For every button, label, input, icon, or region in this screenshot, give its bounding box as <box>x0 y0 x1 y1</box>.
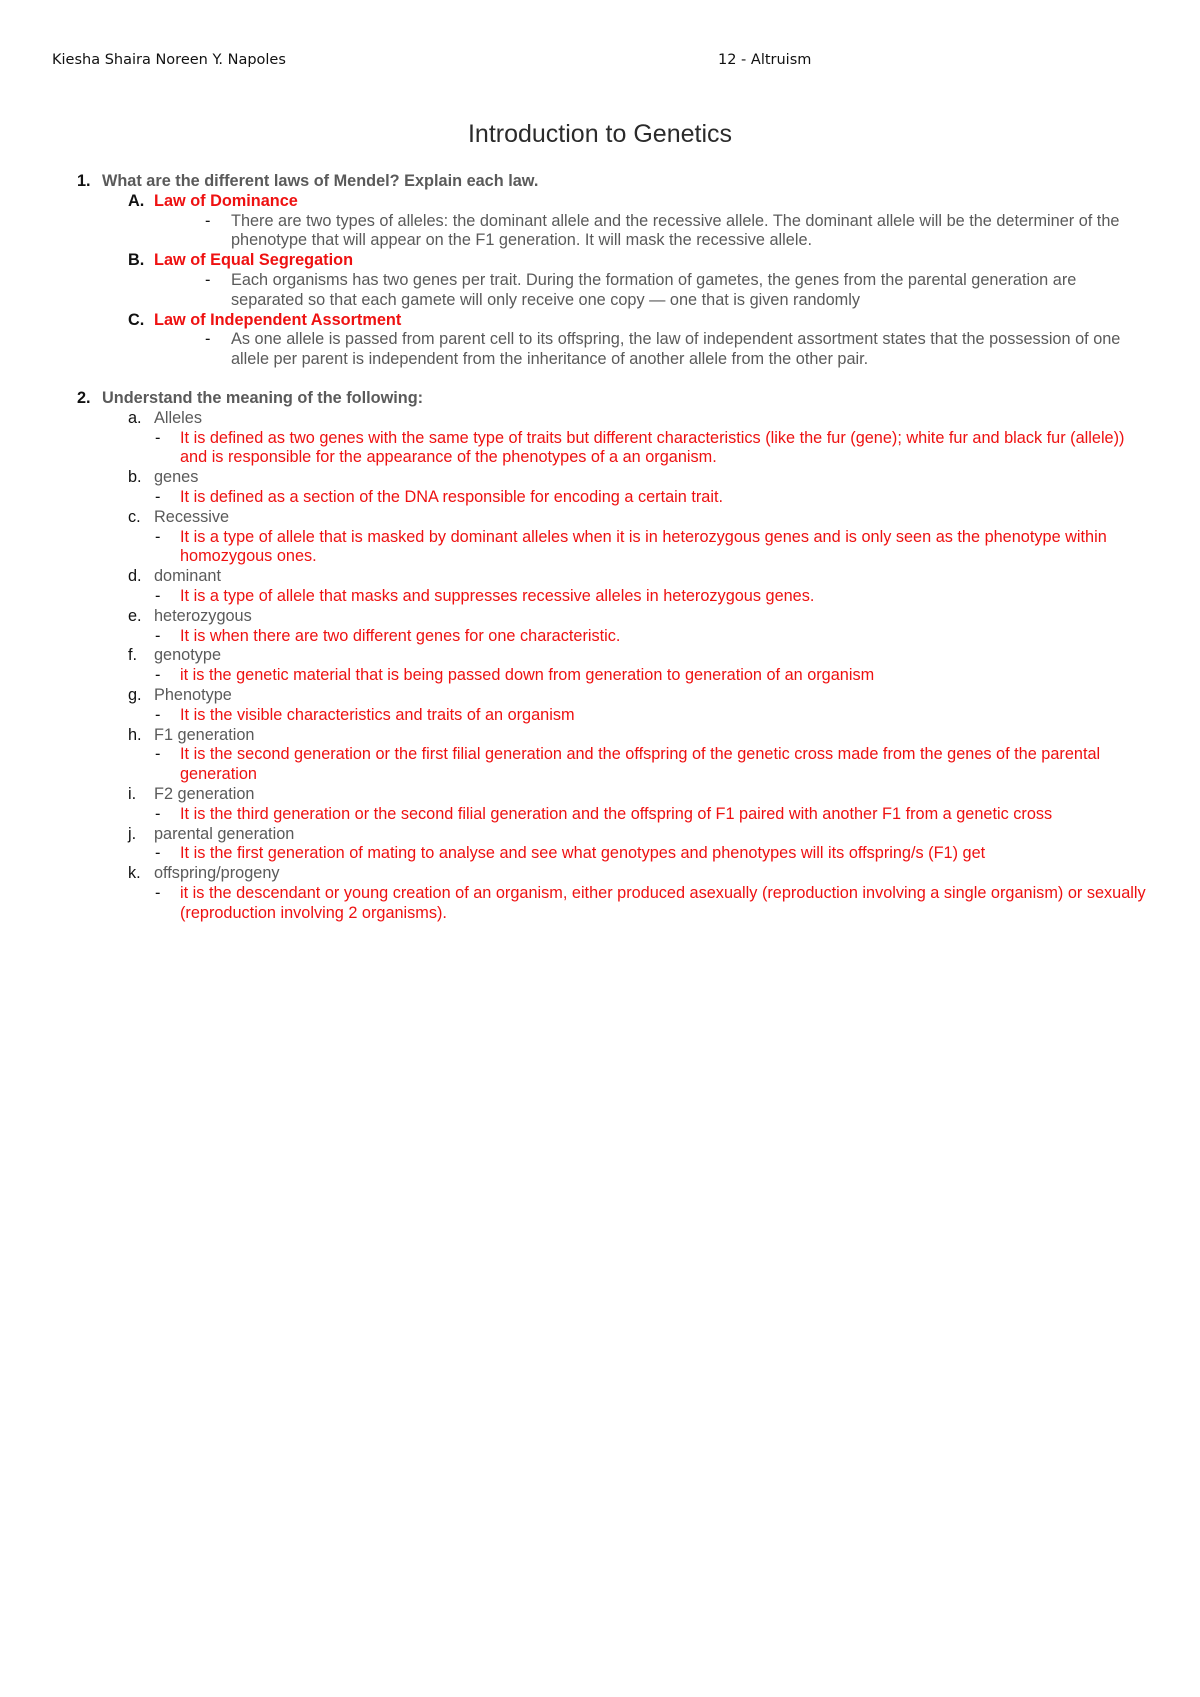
term-name: F1 generation <box>154 725 255 744</box>
term-marker: f. <box>128 646 138 665</box>
question-2 <box>77 388 1142 409</box>
dash-bullet: - <box>155 666 161 685</box>
term-item <box>128 784 1144 805</box>
dash-bullet: - <box>155 428 161 447</box>
term-name: Phenotype <box>154 685 232 704</box>
law-marker: A. <box>128 191 145 210</box>
dash-bullet: - <box>155 844 161 863</box>
term-marker: c. <box>128 507 141 526</box>
dash-bullet: - <box>155 586 161 605</box>
term-definition-text: It is the second generation or the first filial generation and the offspring of the genetic cross made from the genes of the parental generation <box>180 745 1101 784</box>
term-definition <box>155 705 1155 726</box>
term-item <box>128 685 1144 706</box>
header-section: 12 - Altruism <box>718 52 812 68</box>
question-1 <box>77 172 1142 192</box>
dash-bullet: - <box>155 804 161 823</box>
term-item <box>128 507 1144 528</box>
dash-bullet: - <box>155 883 161 902</box>
term-name: Recessive <box>154 507 230 526</box>
term-definition <box>155 626 1155 647</box>
term-definition-text: it is the genetic material that is being passed down from generation to generation of an organism <box>180 666 875 685</box>
dash-bullet: - <box>155 527 161 546</box>
term-name: parental generation <box>154 824 295 843</box>
term-definition <box>155 527 1155 568</box>
law-name: Law of Independent Assortment <box>154 310 402 329</box>
question-text: What are the different laws of Mendel? Explain each law. <box>102 172 539 190</box>
term-item <box>128 468 1144 488</box>
term-definition-text: It is the visible characteristics and traits of an organism <box>180 705 575 724</box>
term-marker: e. <box>128 606 142 625</box>
question-number: 1. <box>77 172 91 190</box>
question-number: 2. <box>77 388 91 407</box>
term-definition <box>155 666 1155 686</box>
term-definition-text: It is when there are two different genes for one characteristic. <box>180 626 621 645</box>
term-definition <box>155 487 1155 508</box>
term-marker: g. <box>128 685 142 704</box>
term-definition-text: It is defined as a section of the DNA responsible for encoding a certain trait. <box>180 487 724 506</box>
law-description <box>205 330 1151 370</box>
dash-bullet: - <box>205 330 211 349</box>
term-marker: h. <box>128 725 142 744</box>
term-marker: b. <box>128 468 142 487</box>
term-name: Alleles <box>154 408 202 427</box>
law-description <box>205 211 1151 252</box>
law-item <box>128 310 1144 331</box>
term-definition-text: it is the descendant or young creation of an organism, either produced asexually (reproduction involving a single organism) or sexually (reproduction involving 2 organisms). <box>180 883 1146 922</box>
term-definition <box>155 428 1155 469</box>
law-item <box>128 251 1144 271</box>
document-body <box>0 172 1200 923</box>
term-name: dominant <box>154 567 221 586</box>
term-definition-text: It is defined as two genes with the same type of traits but different characteristics (like the fur (gene); white fur and black fur (allele)) and is responsible for the appearance of the phenotypes of a an organism. <box>180 428 1125 467</box>
term-definition <box>155 745 1155 785</box>
term-name: offspring/progeny <box>154 864 280 883</box>
term-name: F2 generation <box>154 784 255 803</box>
law-description <box>205 270 1151 311</box>
spacer <box>0 370 1200 389</box>
term-definition-text: It is a type of allele that masks and suppresses recessive alleles in heterozygous genes. <box>180 586 815 605</box>
term-marker: k. <box>128 864 141 883</box>
law-marker: B. <box>128 251 145 270</box>
dash-bullet: - <box>205 270 211 289</box>
term-definition-text: It is a type of allele that is masked by dominant alleles when it is in heterozygous genes and is only seen as the phenotype within homozygous ones. <box>180 527 1107 566</box>
question-text: Understand the meaning of the following: <box>102 388 424 407</box>
dash-bullet: - <box>155 705 161 724</box>
term-marker: d. <box>128 567 142 586</box>
law-marker: C. <box>128 310 145 329</box>
law-description-text: There are two types of alleles: the dominant allele and the recessive allele. The dominant allele will be the determiner of the phenotype that will appear on the F1 generation. It will mask the recessive allele. <box>231 211 1120 250</box>
law-name: Law of Equal Segregation <box>154 251 354 270</box>
law-description-text: Each organisms has two genes per trait. During the formation of gametes, the genes from the parental generation are separated so that each gamete will only receive one copy — one that is given randomly <box>231 270 1077 309</box>
term-name: genes <box>154 468 199 487</box>
header-author: Kiesha Shaira Noreen Y. Napoles <box>52 52 286 68</box>
term-item <box>128 824 1144 845</box>
term-marker: a. <box>128 408 142 427</box>
law-item <box>128 191 1144 212</box>
term-item <box>128 408 1144 429</box>
dash-bullet: - <box>155 745 161 764</box>
term-marker: j. <box>128 824 137 843</box>
term-item <box>128 646 1144 666</box>
term-definition-text: It is the third generation or the second filial generation and the offspring of F1 paired with another F1 from a genetic cross <box>180 804 1053 823</box>
term-definition <box>155 844 1155 864</box>
term-definition <box>155 883 1155 924</box>
law-description-text: As one allele is passed from parent cell to its offspring, the law of independent assortment states that the possession of one allele per parent is independent from the inheritance of another allele from the other pair. <box>231 330 1121 369</box>
dash-bullet: - <box>155 626 161 645</box>
term-definition <box>155 586 1155 607</box>
term-definition-text: It is the first generation of mating to analyse and see what genotypes and phenotypes will its offspring/s (F1) get <box>180 844 986 863</box>
term-item <box>128 864 1144 884</box>
term-marker: i. <box>128 784 137 803</box>
term-name: genotype <box>154 646 221 665</box>
dash-bullet: - <box>155 487 161 506</box>
dash-bullet: - <box>205 211 211 230</box>
term-definition <box>155 804 1155 825</box>
term-item <box>128 567 1144 587</box>
term-item <box>128 725 1144 746</box>
term-item <box>128 606 1144 627</box>
page-title: Introduction to Genetics <box>467 120 733 148</box>
term-name: heterozygous <box>154 606 252 625</box>
law-name: Law of Dominance <box>154 191 298 210</box>
